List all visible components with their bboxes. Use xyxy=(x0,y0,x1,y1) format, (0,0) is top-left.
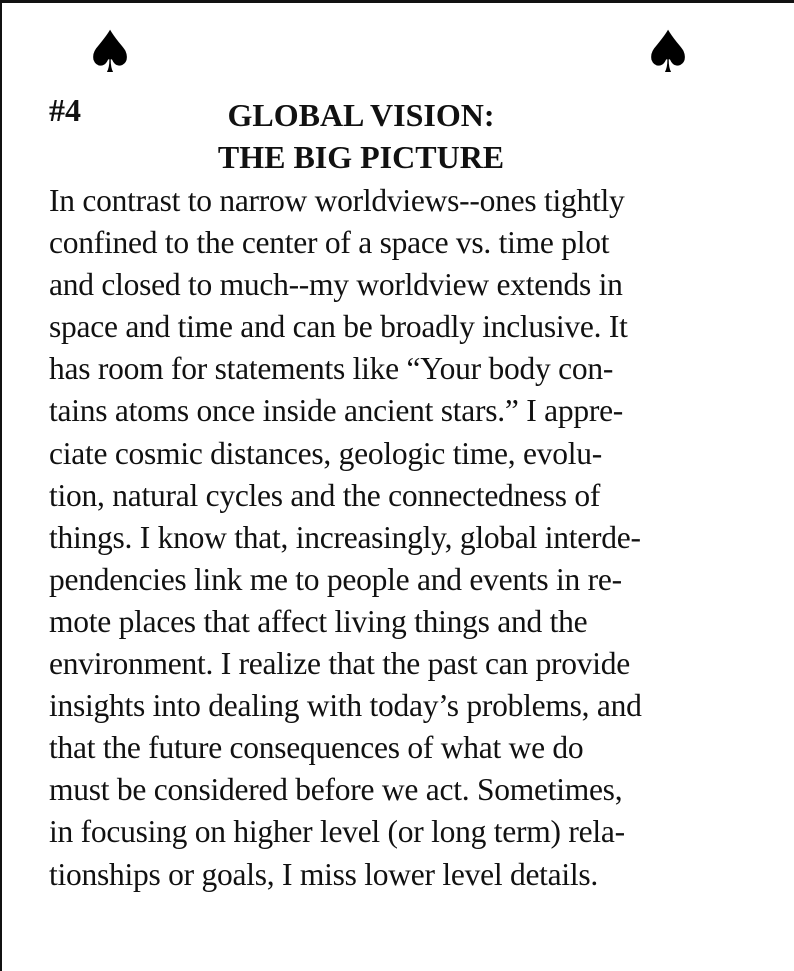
body-line: that the future consequences of what we do xyxy=(49,730,584,766)
body-line: must be considered before we act. Sometimes, xyxy=(49,772,623,808)
body-line: confined to the center of a space vs. time plot xyxy=(49,225,610,261)
body-line: mote places that affect living things and the xyxy=(49,603,588,639)
card-title-line: GLOBAL VISION: xyxy=(227,97,495,133)
body-line: tains atoms once inside ancient stars.” I appre- xyxy=(49,393,624,429)
spade-icon-right: ♠ xyxy=(642,18,694,86)
card-body xyxy=(49,180,779,896)
body-line: tionships or goals, I miss lower level details. xyxy=(49,856,599,892)
card-title-line: THE BIG PICTURE xyxy=(217,139,505,175)
body-line: pendencies link me to people and events in re- xyxy=(49,561,622,597)
body-line: environment. I realize that the past can provide xyxy=(49,646,631,682)
card-title xyxy=(186,94,536,178)
body-line: ciate cosmic distances, geologic time, evolu- xyxy=(49,435,602,471)
spade-icon-left: ♠ xyxy=(84,18,136,86)
body-line: space and time and can be broadly inclusive. It xyxy=(49,309,628,345)
body-line: has room for statements like “Your body con- xyxy=(49,351,614,387)
body-line: things. I know that, increasingly, global interde- xyxy=(49,519,641,555)
card-number: #4 xyxy=(49,92,81,128)
body-line: and closed to much--my worldview extends in xyxy=(49,267,623,303)
body-line: In contrast to narrow worldviews--ones tightly xyxy=(49,183,625,218)
body-line: tion, natural cycles and the connectedness of xyxy=(49,477,601,513)
body-line: in focusing on higher level (or long term) rela- xyxy=(49,814,625,850)
body-line: insights into dealing with today’s problems, and xyxy=(49,688,642,724)
